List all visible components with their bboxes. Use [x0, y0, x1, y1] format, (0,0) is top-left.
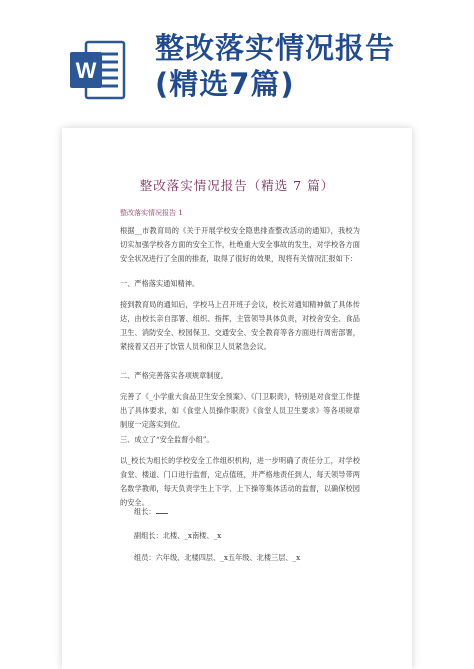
- banner-title: [155, 30, 465, 102]
- heading-three: 三、成立了“安全监督小组”。: [120, 435, 214, 444]
- banner-title-line1: 整改落实情况报告: [155, 31, 396, 65]
- paragraph-intro: 根据__市教育局的《关于开展学校安全隐患排查整改活动的通知》，我校为切实加强学校各方面的安全工作，杜绝重大安全事故的发生，对学校各方面安全状况进行了全面的排查，取得了很好的效果，现将有关情况汇报如下：: [120, 226, 360, 263]
- leader-line: [134, 506, 374, 518]
- document-title: 整改落实情况报告（精选 7 篇）: [139, 178, 335, 193]
- paragraph-two: 完善了《_小学重大食品卫生安全预案》、《门卫职责》，特别是对食堂工作提出了具体要求，如《食堂人员操作职责》《食堂人员卫生要求》等各项规章制度一定落实到位。: [120, 392, 360, 429]
- members-line: 组员：六年级、北楼四层、_x五年级、北楼三层、_x: [134, 553, 301, 562]
- word-icon-letter: W: [75, 58, 97, 83]
- header-banner: [0, 0, 474, 118]
- paragraph-three: 以_校长为组长的学校安全工作组织机构，进一步明确了责任分工，对学校食堂、楼道、门口进行监督，定点值班，并严格地责任到人，每天领导带两名数学教师，每天负责学生上下学、上下操等集体活动的监督，以确保校园的安全。: [120, 456, 360, 507]
- paragraph-one: 接到教育局的通知后，学校马上召开班子会议，校长对通知精神做了具体传达，由校长亲自部署、组织、指挥，主管领导具体负责，对校舍安全、食品卫生、消防安全、校园保卫、交通安全、安全教育等各方面进行周密部署，紧接着又召开了饮管人员和保卫人员紧急会议。: [120, 300, 360, 351]
- leader-blank: [156, 513, 168, 514]
- deputy-line: 副组长：北楼、_x南楼、_x: [134, 531, 222, 540]
- document-page: [62, 128, 412, 669]
- heading-one: 一、严格落实通知精神。: [120, 279, 200, 288]
- leader-label: 组长：: [134, 507, 156, 516]
- heading-two: 二、严格完善落实各项规章制度。: [120, 371, 228, 380]
- word-document-icon: [68, 38, 126, 102]
- banner-title-line2: (精选7篇): [155, 67, 295, 101]
- section-label: 整改落实情况报告 1: [120, 209, 183, 217]
